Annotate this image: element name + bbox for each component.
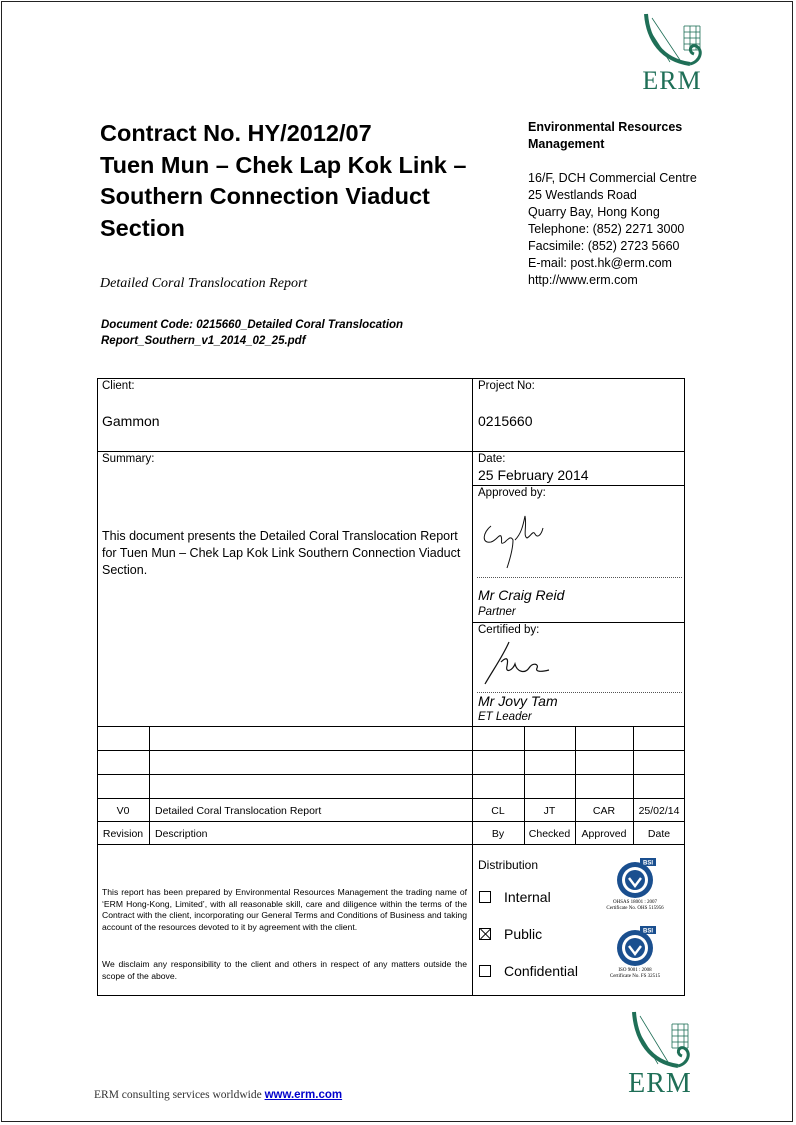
fax-line: Facsimile: (852) 2723 5660 — [528, 239, 680, 253]
address-line: 25 Westlands Road — [528, 188, 637, 202]
cert-number: Certificate No. FS 32515 — [609, 974, 661, 979]
date-value: 25 February 2014 — [478, 467, 589, 483]
bsi-icon — [600, 924, 670, 968]
email-line[interactable]: E-mail: post.hk@erm.com — [528, 256, 672, 270]
approver-signature — [479, 506, 559, 574]
company-name: Management — [528, 137, 605, 151]
erm-leaf-icon — [640, 12, 704, 68]
by-cell: CL — [491, 805, 505, 817]
summary-label: Summary: — [102, 453, 155, 465]
bsi-ohsas-badge — [600, 856, 670, 911]
company-name: Environmental Resources — [528, 120, 683, 134]
client-label: Client: — [102, 380, 135, 392]
document-code-line: Report_Southern_v1_2014_02_25.pdf — [101, 335, 306, 347]
approved-cell: CAR — [592, 805, 616, 817]
client-value: Gammon — [102, 413, 160, 429]
internal-label: Internal — [504, 889, 551, 905]
description-cell: Detailed Coral Translocation Report — [155, 805, 322, 817]
certifier-role: ET Leader — [478, 711, 532, 723]
footer-tagline: ERM consulting services worldwide — [94, 1089, 262, 1101]
approved-by-label: Approved by: — [478, 487, 546, 499]
project-no-value: 0215660 — [478, 413, 533, 429]
checked-header: Checked — [528, 828, 571, 840]
title-line: Southern Connection Viaduct — [100, 183, 430, 209]
revision-header: Revision — [102, 828, 144, 840]
cert-number: Certificate No. OHS 515956 — [606, 906, 664, 911]
report-type: Detailed Coral Translocation Report — [100, 276, 308, 291]
title-line: Tuen Mun – Chek Lap Kok Link – — [100, 151, 467, 178]
confidential-label: Confidential — [504, 963, 578, 979]
public-label: Public — [504, 926, 543, 942]
certifier-signature — [479, 640, 563, 692]
internal-checkbox[interactable] — [479, 891, 491, 903]
date-label: Date: — [478, 453, 506, 465]
svg-text:BSI: BSI — [642, 860, 654, 867]
address-line: Quarry Bay, Hong Kong — [528, 205, 660, 219]
erm-logo-bottom — [628, 1010, 692, 1098]
document-title — [100, 118, 466, 244]
title-line: Section — [100, 214, 185, 241]
footer-website-link[interactable]: www.erm.com — [264, 1089, 343, 1101]
date-header: Date — [647, 828, 671, 840]
logo-text: ERM — [628, 1068, 692, 1099]
certified-by-label: Certified by: — [478, 624, 540, 636]
approver-role: Partner — [478, 606, 516, 618]
by-header: By — [491, 828, 505, 840]
public-checkbox[interactable] — [479, 928, 491, 940]
erm-leaf-icon — [628, 1010, 692, 1070]
cert-standard: ISO 9001 : 2008 — [618, 968, 652, 973]
bsi-iso-badge — [600, 924, 670, 979]
disclaimer-paragraph: We disclaim any responsibility to the client and others in respect of any matters outside the scope of the above. — [102, 959, 467, 981]
summary-text: This document presents the Detailed Coral Translocation Report for Tuen Mun – Chek Lap Kok Link Southern Connection Viaduct Section. — [102, 529, 461, 577]
website-link[interactable]: http://www.erm.com — [528, 273, 638, 287]
date-cell: 25/02/14 — [638, 805, 680, 817]
certifier-name: Mr Jovy Tam — [478, 693, 558, 709]
footer — [94, 1089, 342, 1101]
distribution-label: Distribution — [478, 858, 539, 872]
svg-text:BSI: BSI — [642, 928, 654, 935]
company-info — [528, 119, 697, 289]
approved-header: Approved — [581, 828, 627, 840]
confidential-checkbox[interactable] — [479, 965, 491, 977]
document-code — [101, 317, 403, 349]
description-header: Description — [155, 828, 208, 840]
bsi-icon — [600, 856, 670, 900]
address-line: 16/F, DCH Commercial Centre — [528, 171, 697, 185]
checked-cell: JT — [543, 805, 556, 817]
telephone-line: Telephone: (852) 2271 3000 — [528, 222, 685, 236]
erm-logo-top — [640, 12, 704, 94]
disclaimer-paragraph: This report has been prepared by Environmental Resources Management the trading name of ‘ERM Hong-Kong, Limited’, with all reasonable skill, care and diligence within the terms of the Contract with the client, incorporating our General Terms and Conditions of Business and taking account of the resources devoted to it by agreement with the client. — [102, 887, 467, 932]
title-line: Contract No. HY/2012/07 — [100, 120, 372, 146]
project-no-label: Project No: — [478, 380, 535, 392]
revision-cell: V0 — [116, 805, 130, 817]
cert-standard: OHSAS 18001 : 2007 — [612, 900, 658, 905]
approver-name: Mr Craig Reid — [478, 587, 565, 603]
document-code-line: Document Code: 0215660_Detailed Coral Translocation — [101, 319, 404, 331]
logo-text: ERM — [642, 66, 702, 95]
document-control-table — [97, 378, 685, 996]
